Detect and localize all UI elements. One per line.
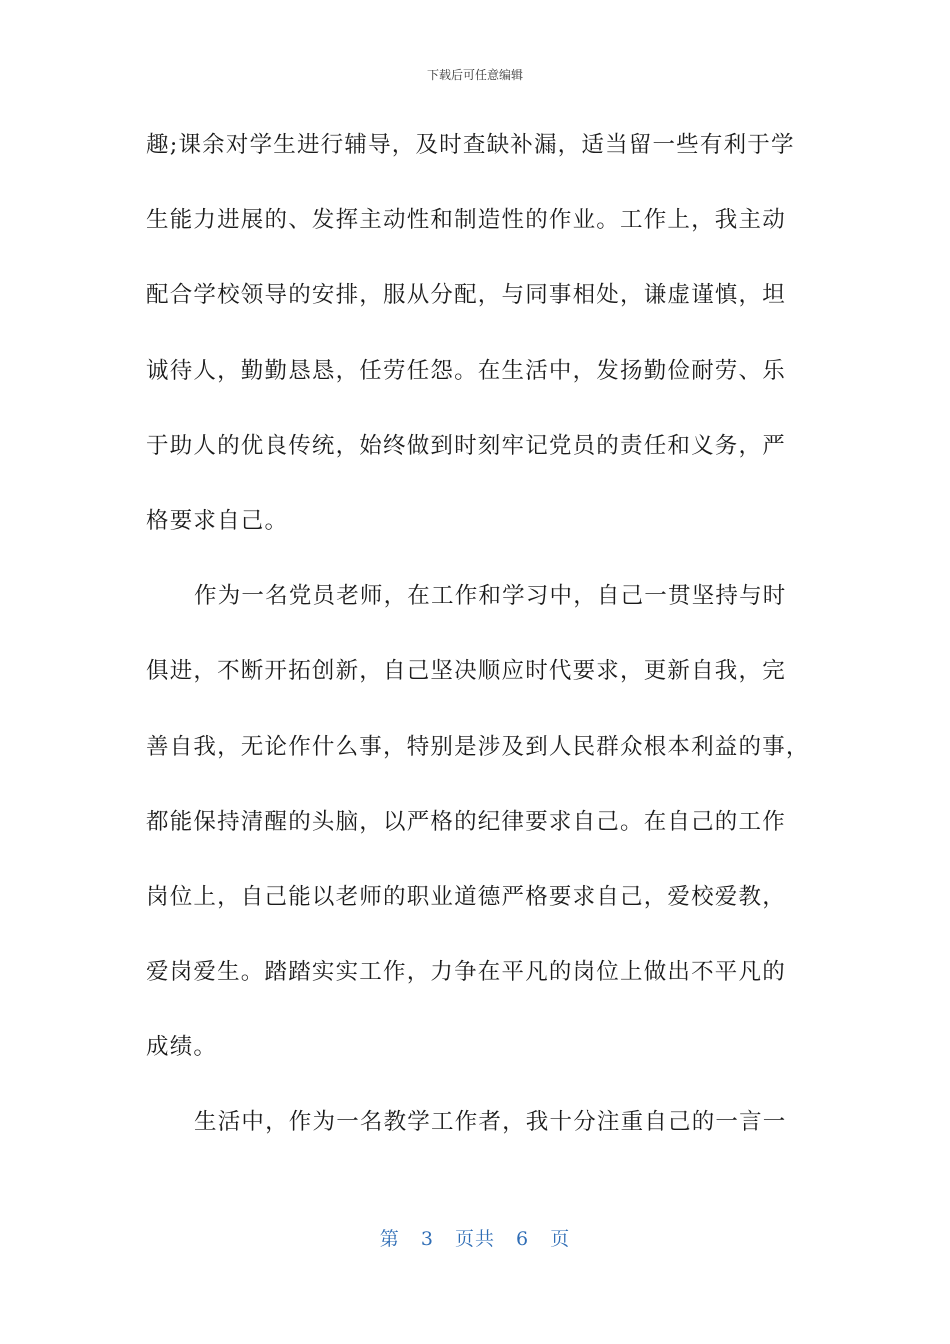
- paragraph-start-line: 作为一名党员老师，在工作和学习中，自己一贯坚持与时: [194, 583, 787, 610]
- text-line: 成绩。: [146, 1034, 218, 1061]
- total-pages-number: 6: [516, 1228, 530, 1250]
- text-line: 趣;课余对学生进行辅导，及时查缺补漏，适当留一些有利于学: [146, 132, 795, 158]
- text-line: 于助人的优良传统，始终做到时刻牢记党员的责任和义务，严: [146, 432, 786, 459]
- paragraph-start-line: 生活中，作为一名教学工作者，我十分注重自己的一言一: [194, 1109, 787, 1136]
- current-page-number: 3: [420, 1228, 434, 1250]
- page-header: 下载后可任意编辑: [426, 68, 523, 82]
- document-body: [146, 120, 810, 1173]
- text-line: 都能保持清醒的头脑，以严格的纪律要求自己。在自己的工作: [146, 808, 786, 835]
- footer-prefix: 第: [379, 1228, 400, 1250]
- text-line: 岗位上，自己能以老师的职业道德严格要求自己，爱校爱教，: [146, 883, 786, 910]
- text-line: 俱进，不断开拓创新，自己坚决顺应时代要求，更新自我，完: [146, 658, 786, 685]
- text-line: 格要求自己。: [146, 507, 289, 534]
- page-footer: [0, 1224, 950, 1251]
- text-line: 配合学校领导的安排，服从分配，与同事相处，谦虚谨慎，坦: [146, 282, 786, 309]
- text-line: 善自我，无论作什么事，特别是涉及到人民群众根本利益的事，: [146, 733, 810, 760]
- footer-suffix: 页: [550, 1228, 571, 1250]
- footer-middle: 页共: [454, 1228, 495, 1250]
- text-line: 爱岗爱生。踏踏实实工作，力争在平凡的岗位上做出不平凡的: [146, 959, 786, 986]
- text-line: 诚待人，勤勤恳恳，任劳任怨。在生活中，发扬勤俭耐劳、乐: [146, 357, 786, 384]
- text-line: 生能力进展的、发挥主动性和制造性的作业。工作上，我主动: [146, 207, 786, 234]
